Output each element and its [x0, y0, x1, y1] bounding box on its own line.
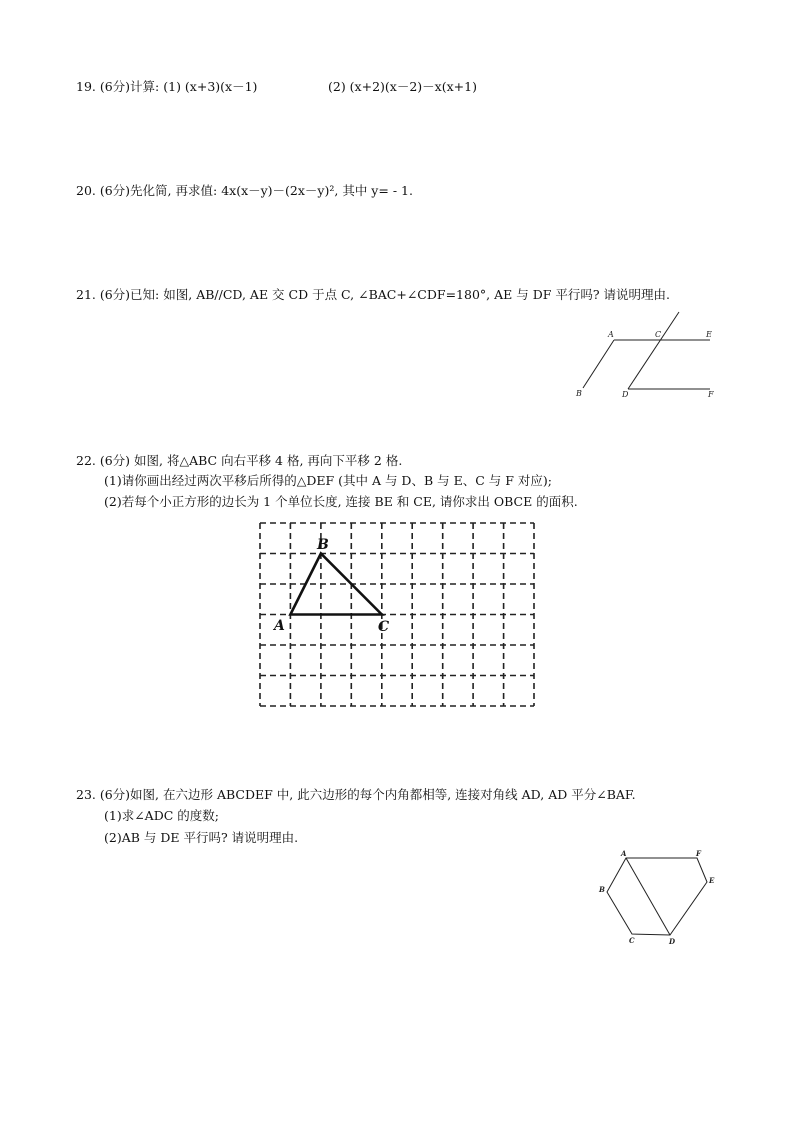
label-B: B [599, 885, 605, 894]
label-B: B [317, 537, 329, 553]
q22-grid-figure [255, 518, 539, 714]
label-E: E [706, 330, 712, 339]
q20-stem: 20. (6分)先化简, 再求值: 4x(x－y)－(2x－y)², 其中 y= - 1. [76, 183, 413, 198]
q22-sub2: (2)若每个小正方形的边长为 1 个单位长度, 连接 BE 和 CE, 请你求出 OBCE 的面积. [104, 494, 578, 509]
diagonal-AD [626, 858, 670, 935]
hexagon-ABCDEF [607, 858, 707, 935]
q19-part2: (2) (x+2)(x－2)－x(x+1) [328, 79, 477, 94]
line-AB [583, 340, 614, 388]
label-D: D [669, 937, 676, 946]
label-A: A [274, 618, 285, 634]
label-C: C [655, 330, 662, 339]
label-E: E [709, 876, 715, 885]
label-A: A [621, 849, 627, 858]
q23-hexagon-figure [592, 846, 718, 948]
q19-stem: 19. (6分)计算: (1) (x+3)(x－1) [76, 79, 258, 94]
label-D: D [622, 390, 629, 399]
label-B: B [576, 389, 582, 398]
q21-parallel-lines-figure [570, 310, 720, 402]
q23-sub2: (2)AB 与 DE 平行吗? 请说明理由. [104, 830, 299, 845]
label-F: F [696, 849, 701, 858]
label-F: F [708, 390, 714, 399]
q21-stem: 21. (6分)已知: 如图, AB//CD, AE 交 CD 于点 C, ∠BAC+∠CDF=180°, AE 与 DF 平行吗? 请说明理由. [76, 287, 671, 302]
label-A: A [608, 330, 614, 339]
q22-sub1: (1)请你画出经过两次平移后所得的△DEF (其中 A 与 D、B 与 E、C 与 F 对应); [104, 473, 552, 488]
q22-stem: 22. (6分) 如图, 将△ABC 向右平移 4 格, 再向下平移 2 格. [76, 453, 403, 468]
label-C: C [378, 619, 390, 635]
q23-stem: 23. (6分)如图, 在六边形 ABCDEF 中, 此六边形的每个内角都相等, 连接对角线 AD, AD 平分∠BAF. [76, 787, 636, 802]
q23-sub1: (1)求∠ADC 的度数; [104, 808, 219, 823]
line-CD-extended [628, 312, 679, 389]
label-C: C [629, 936, 635, 945]
